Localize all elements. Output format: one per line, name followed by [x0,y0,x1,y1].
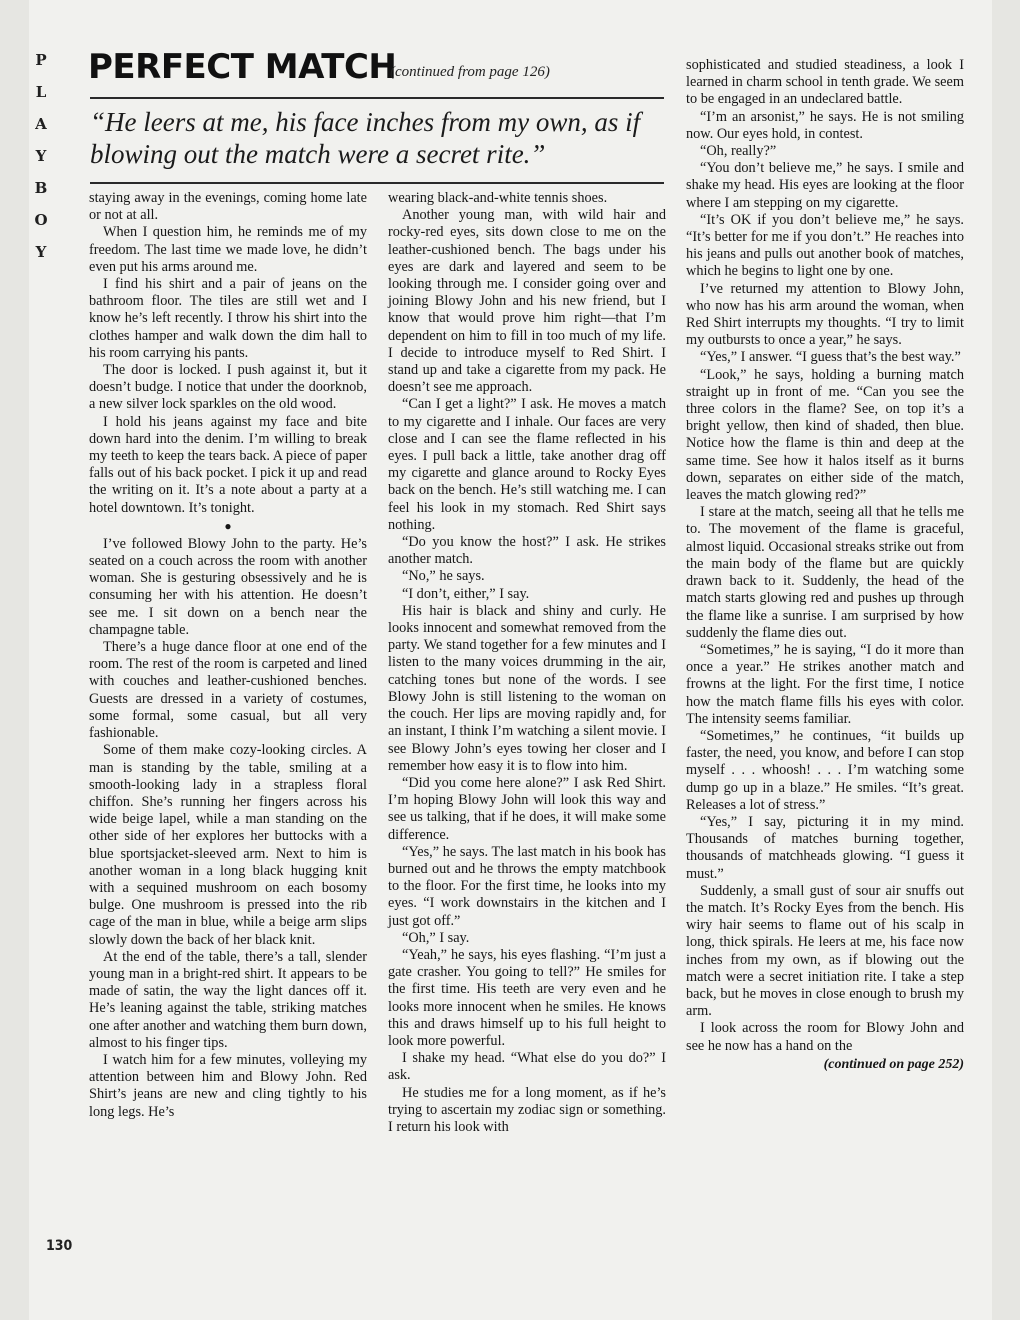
paragraph: staying away in the evenings, coming home late or not at all. [89,190,367,224]
paragraph: There’s a huge dance floor at one end of the room. The rest of the room is carpeted and lined with couches and leather-cushioned benches. Guests are dressed in a variety of costumes, some formal, some casual, but all very fashionable. [89,639,367,742]
section-break-bullet: ● [224,518,232,533]
paragraph: “No,” he says. [402,568,485,585]
text-column-2 [388,190,666,1136]
pull-quote-bottom-rule [90,182,664,184]
paragraph: Some of them make cozy-looking circles. A man is standing by the table, smiling at a smooth-looking lady in a strapless floral chiffon. She’s running her fingers across his wide beige lapel, while a man standing on the other side of her explores her buttocks with a blue sportsjacket-sleeved arm. Next to him is another woman in a long black hugging knit with a sequined mushroom on each bosomy bulge. One mushroom is pressed into the rib cage of the man in blue, while a beige arm slips slowly down the back of her black knit. [89,742,367,948]
text-column-1 [89,190,367,1121]
paragraph: sophisticated and studied steadiness, a look I learned in charm school in tenth grade. We seem to be engaged in an undeclared battle. [686,57,964,108]
paragraph: “Can I get a light?” I ask. He moves a match to my cigarette and I inhale. Our faces are very close and I can see the flame reflected in his eyes. I pull back a little, take another drag off my cigarette and glance around to Rocky Eyes back on the bench. He’s still watching me. I can feel his look in my stomach. Red Shirt says nothing. [388,396,666,533]
paragraph: “Look,” he says, holding a burning match straight up in front of me. “Can you see the three colors in the flame? See, on top it’s a bright yellow, then kind of shaded, then blue. Notice how the flame is thin and deep at the same time. See how it halos itself as it burns down, separates on either side of the match, leaves the match glowing red?” [686,366,964,504]
paragraph: “Oh, really?” [700,143,777,160]
continued-from-note: (continued from page 126) [390,64,550,80]
magazine-letter: A [35,115,47,133]
paragraph: I watch him for a few minutes, volleying my attention between him and Blowy John. Red Shirt’s jeans are new and cling tightly to his long legs. He’s [89,1051,367,1120]
paragraph: “Yeah,” he says, his eyes flashing. “I’m just a gate crasher. You going to tell?” He smiles for the first time. His teeth are very even and he looks more innocent when he smiles. He knows this and draws himself up to his full height to look more powerful. [388,946,666,1049]
paragraph: “Do you know the host?” I ask. He strikes another match. [388,534,666,568]
paragraph: When I question him, he reminds me of my freedom. The last time we made love, he didn’t even put his arms around me. [89,224,367,275]
paragraph: I look across the room for Blowy John and see he now has a hand on the [686,1020,964,1054]
paragraph: “It’s OK if you don’t believe me,” he says. “It’s better for me if you don’t.” He reaches into his jeans and pulls out another book of matches, which he begins to light one by one. [686,211,964,280]
magazine-letter: Y [35,243,47,261]
paragraph: Suddenly, a small gust of sour air snuffs out the match. It’s Rocky Eyes from the bench. His wiry hair seems to flame out of his scalp in long, thick spirals. He leers at me, his face now inches from my own, as if blowing out the match were a secret initiation rite. I take a step back, but he moves in close enough to brush my arm. [686,882,964,1020]
paragraph: He studies me for a long moment, as if he’s trying to ascertain my zodiac sign or something. I return his look with [388,1084,666,1135]
pull-quote-top-rule [90,97,664,99]
paragraph: I find his shirt and a pair of jeans on the bathroom floor. The tiles are still wet and I know he’s left recently. I throw his shirt into the clothes hamper and walk down the dim hall to his room carrying his pants. [89,276,367,361]
paragraph: “Oh,” I say. [402,929,470,946]
magazine-letter: B [34,179,48,197]
paragraph: “Did you come here alone?” I ask Red Shirt. I’m hoping Blowy John will look this way and see us talking, that if he does, it will make some difference. [388,774,666,843]
text-column-3 [686,57,964,1073]
paragraph: The door is locked. I push against it, but it doesn’t budge. I notice that under the doorknob, a new silver lock sparkles on the old wood. [89,362,367,413]
pull-quote: “He leers at me, his face inches from my own, as if blowing out the match were a secret rite.” [90,107,641,169]
paragraph: wearing black-and-white tennis shoes. [388,190,608,206]
magazine-letter: L [35,83,47,101]
magazine-letter: O [34,211,48,229]
paragraph: Another young man, with wild hair and rocky-red eyes, sits down close to me on the leather-cushioned bench. The bags under his eyes are dark and layered and seem to be looking through me. I consider going over and joining Blowy John and his new friend, but I know that would prove him right—that I’m dependent on him to fill in too much of my life. I decide to introduce myself to Red Shirt. I stand up and take a cigarette from my pack. He doesn’t see me approach. [388,207,666,396]
article-title: PERFECT MATCH [88,47,397,87]
magazine-name-vertical [29,44,53,268]
paragraph: I’ve followed Blowy John to the party. He’s seated on a couch across the room with another woman. She is gesturing obsessively and he is consuming her with his attention. He doesn’t see me. I sit down on a bench near the champagne table. [89,535,367,638]
paragraph: His hair is black and shiny and curly. He looks innocent and somewhat removed from the party. We stand together for a few minutes and I listen to the many voices drumming in the air, catching tones but none of the words. I see Blowy John is still listening to the woman on the couch. Her lips are moving rapidly and, for an instant, I think I’m watching a silent movie. I see Blowy John’s eyes towing her closer and I remember how easy it is to flow into him. [388,602,666,774]
paragraph: “Yes,” I answer. “I guess that’s the best way.” [700,349,961,366]
paragraph: I stare at the match, seeing all that he tells me to. The movement of the flame is graceful, almost liquid. Occasional streaks strike out from the main body of the flame but are quickly drawn back to it. Suddenly, the head of the match starts glowing red and pushes up through the flame like a sunrise. I am surprised by how suddenly the flame dies out. [686,504,964,641]
paragraph: I hold his jeans against my face and bite down hard into the denim. I’m willing to break my teeth to keep the tears back. A piece of paper falls out of his back pocket. I pick it up and read the writing on it. It’s a note about a party at a hotel downtown. It’s tonight. [89,413,367,516]
paragraph: “Yes,” I say, picturing it in my mind. Thousands of matches burning together, thousands of matchheads glowing. “I guess it must.” [686,813,964,882]
magazine-letter: P [35,51,47,69]
paragraph: “Sometimes,” he is saying, “I do it more than once a year.” He strikes another match and frowns at the light. For the first time, I notice how the match flame fills his eyes with color. The intensity seems familiar. [686,641,964,727]
paragraph: “I’m an arsonist,” he says. He is not smiling now. Our eyes hold, in contest. [686,108,964,142]
paragraph: “Sometimes,” he continues, “it builds up faster, the need, you know, and before I can stop myself . . . whoosh! . . . I’m watching some dump go up in a blaze.” He smiles. “It’s great. Releases a lot of stress.” [686,727,964,813]
paragraph: “I don’t, either,” I say. [402,585,530,602]
paragraph: I’ve returned my attention to Blowy John, who now has his arm around the woman, when Red Shirt interrupts my thoughts. “I try to limit my outbursts to once a year,” he says. [686,280,964,349]
paragraph: “You don’t believe me,” he says. I smile and shake my head. His eyes are looking at the floor where I am stepping on my cigarette. [686,160,964,211]
paragraph: At the end of the table, there’s a tall, slender young man in a bright-red shirt. It appears to be made of satin, the way the light dances off it. He’s leaning against the table, striking matches one after another and watching them burn down, almost to his finger tips. [89,948,367,1051]
page-number: 130 [46,1238,73,1254]
continued-on-note: (continued on page 252) [823,1056,964,1072]
paragraph: I shake my head. “What else do you do?” I ask. [388,1050,666,1084]
paragraph: “Yes,” he says. The last match in his book has burned out and he throws the empty matchbook to the floor. For the first time, he looks into my eyes. “I work downstairs in the kitchen and I just got off.” [388,843,666,929]
magazine-letter: Y [35,147,47,165]
